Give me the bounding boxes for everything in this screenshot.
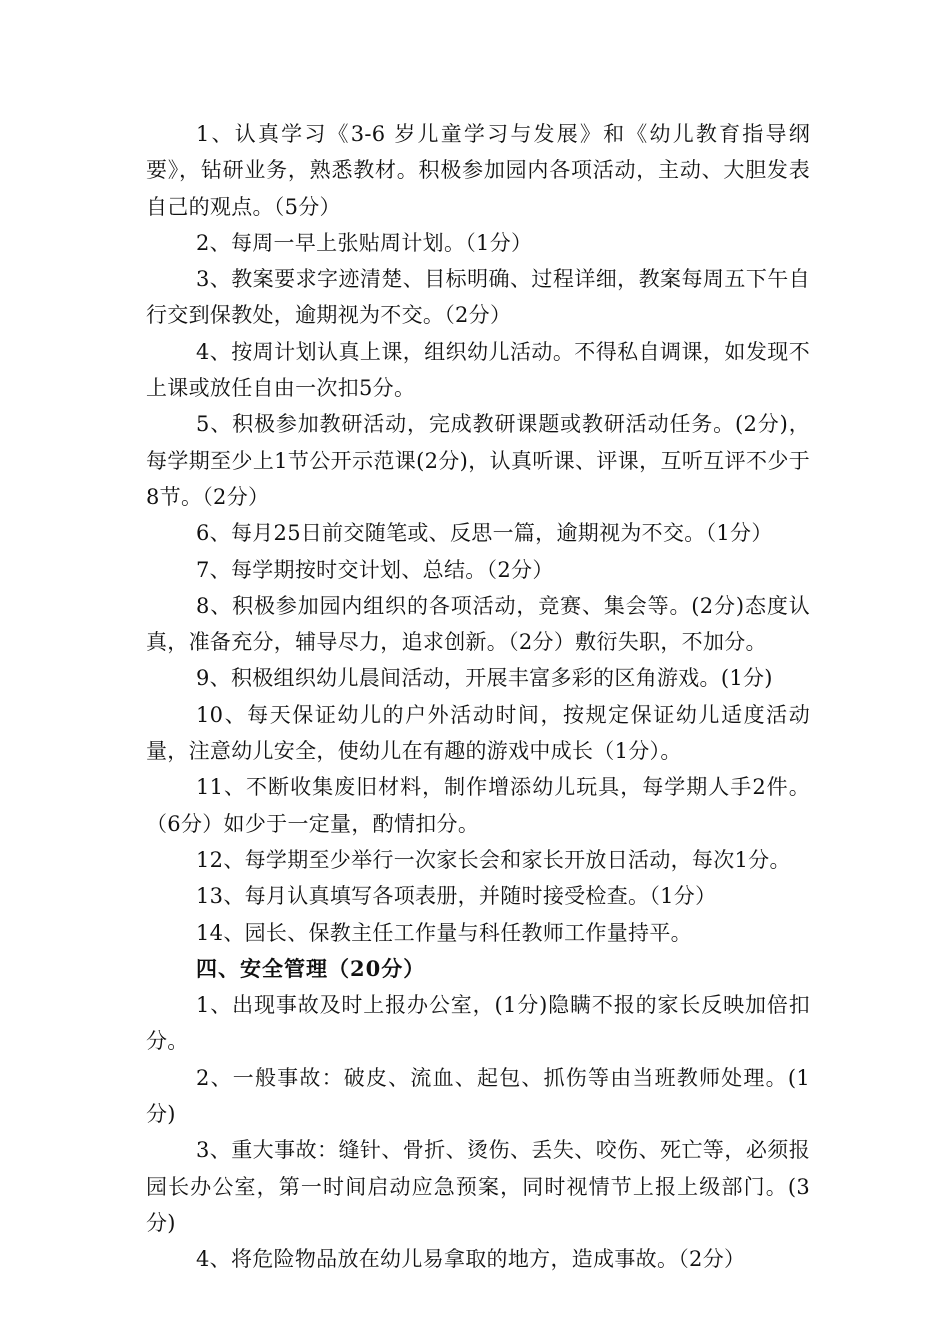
section-heading-safety: 四、安全管理（20分） <box>196 955 426 981</box>
document-body <box>146 116 810 1278</box>
paragraph-item-11: 11、不断收集废旧材料，制作增添幼儿玩具，每学期人手2件。（6分）如少于一定量，酌情扣分。 <box>146 775 810 836</box>
paragraph-item-3: 3、教案要求字迹清楚、目标明确、过程详细，教案每周五下午自行交到保教处，逾期视为不交。（2分） <box>146 267 810 328</box>
paragraph-item-6: 6、每月25日前交随笔或、反思一篇，逾期视为不交。（1分） <box>196 521 773 546</box>
paragraph-item-1: 1、认真学习《3-6 岁儿童学习与发展》和《幼儿教育指导纲要》，钻研业务，熟悉教材。积极参加园内各项活动，主动、大胆发表自己的观点。（5分） <box>146 122 810 219</box>
paragraph-item-13: 13、每月认真填写各项表册，并随时接受检查。（1分） <box>196 884 717 909</box>
paragraph-item-2: 2、每周一早上张贴周计划。（1分） <box>196 230 533 255</box>
paragraph-item-8: 8、积极参加园内组织的各项活动，竞赛、集会等。(2分)态度认真，准备充分，辅导尽力，追求创新。（2分）敷衍失职，不加分。 <box>146 593 810 655</box>
paragraph-item-12: 12、每学期至少举行一次家长会和家长开放日活动，每次1分。 <box>196 847 791 872</box>
paragraph-item-4: 4、按周计划认真上课，组织幼儿活动。不得私自调课，如发现不上课或放任自由一次扣5分。 <box>146 339 810 401</box>
paragraph-item-9: 9、积极组织幼儿晨间活动，开展丰富多彩的区角游戏。(1分) <box>196 666 773 691</box>
paragraph-item-10: 10、每天保证幼儿的户外活动时间，按规定保证幼儿适度活动量，注意幼儿安全，使幼儿在有趣的游戏中成长（1分）。 <box>146 702 810 764</box>
safety-item-2: 2、一般事故：破皮、流血、起包、抓伤等由当班教师处理。(1分) <box>146 1065 810 1127</box>
safety-item-1: 1、出现事故及时上报办公室，(1分)隐瞒不报的家长反映加倍扣分。 <box>146 993 810 1054</box>
paragraph-item-14: 14、园长、保教主任工作量与科任教师工作量持平。 <box>196 920 692 945</box>
paragraph-item-5: 5、积极参加教研活动，完成教研课题或教研活动任务。(2分)，每学期至少上1节公开示范课(2分)，认真听课、评课，互听互评不少于8节。（2分） <box>146 412 810 509</box>
safety-item-4: 4、将危险物品放在幼儿易拿取的地方，造成事故。（2分） <box>196 1247 746 1272</box>
paragraph-item-7: 7、每学期按时交计划、总结。（2分） <box>196 557 554 582</box>
safety-item-3: 3、重大事故：缝针、骨折、烫伤、丢失、咬伤、死亡等，必须报园长办公室，第一时间启动应急预案，同时视情节上报上级部门。(3分) <box>146 1138 810 1235</box>
